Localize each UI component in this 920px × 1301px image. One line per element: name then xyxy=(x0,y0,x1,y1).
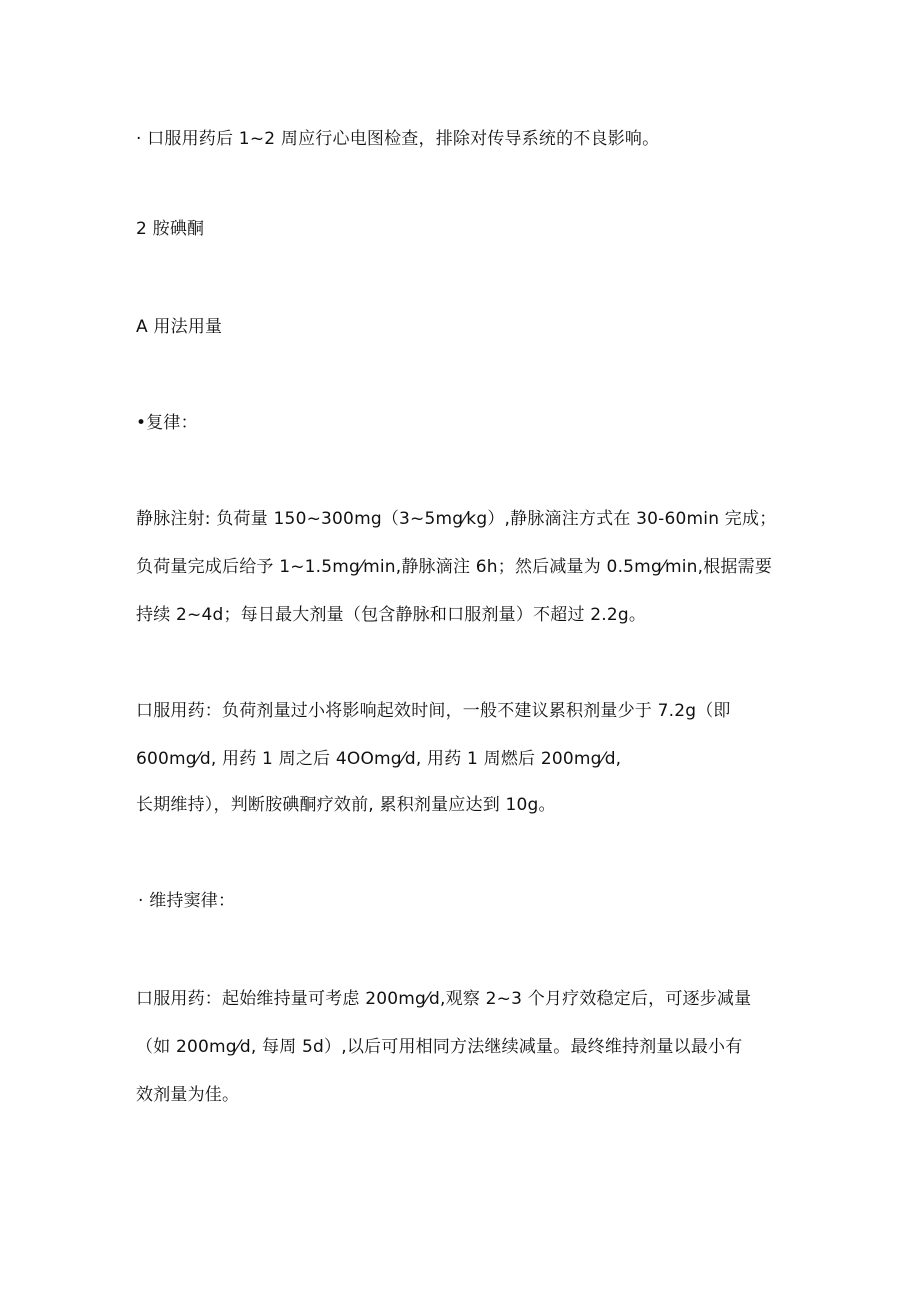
text-line: 长期维持），判断胺碘酮疗效前, 累积剂量应达到 10g。 xyxy=(136,795,556,815)
text-line: 持续 2~4d；每日最大剂量（包含静脉和口服剂量）不超过 2.2g。 xyxy=(136,605,647,625)
text-line: （如 200mg⁄d, 每周 5d）,以后可用相同方法继续减量。最终维持剂量以最小有 xyxy=(136,1037,743,1057)
text-line: 静脉注射: 负荷量 150~300mg（3~5mg⁄kg）,静脉滴注方式在 30-60min 完成； xyxy=(136,509,777,529)
text-line: 负荷量完成后给予 1~1.5mg⁄min,静脉滴注 6h；然后减量为 0.5mg⁄min,根据需要 xyxy=(136,557,773,577)
section-heading: 2 胺碘酮 xyxy=(136,219,205,239)
text-line: 口服用药：起始维持量可考虑 200mg⁄d,观察 2~3 个月疗效稳定后，可逐步减量 xyxy=(136,989,752,1009)
bullet-heading: •复律： xyxy=(136,413,198,433)
bullet-heading: · 维持窦律： xyxy=(138,891,236,911)
text-line: 口服用药：负荷剂量过小将影响起效时间，一般不建议累积剂量少于 7.2g（即 xyxy=(136,701,731,721)
text-line: 效剂量为佳。 xyxy=(136,1085,240,1105)
text-line: 600mg⁄d, 用药 1 周之后 4OOmg⁄d, 用药 1 周燃后 200mg⁄d, xyxy=(136,749,622,769)
subsection-heading: A 用法用量 xyxy=(136,317,223,337)
text-line: · 口服用药后 1~2 周应行心电图检查，排除对传导系统的不良影响。 xyxy=(136,129,660,149)
